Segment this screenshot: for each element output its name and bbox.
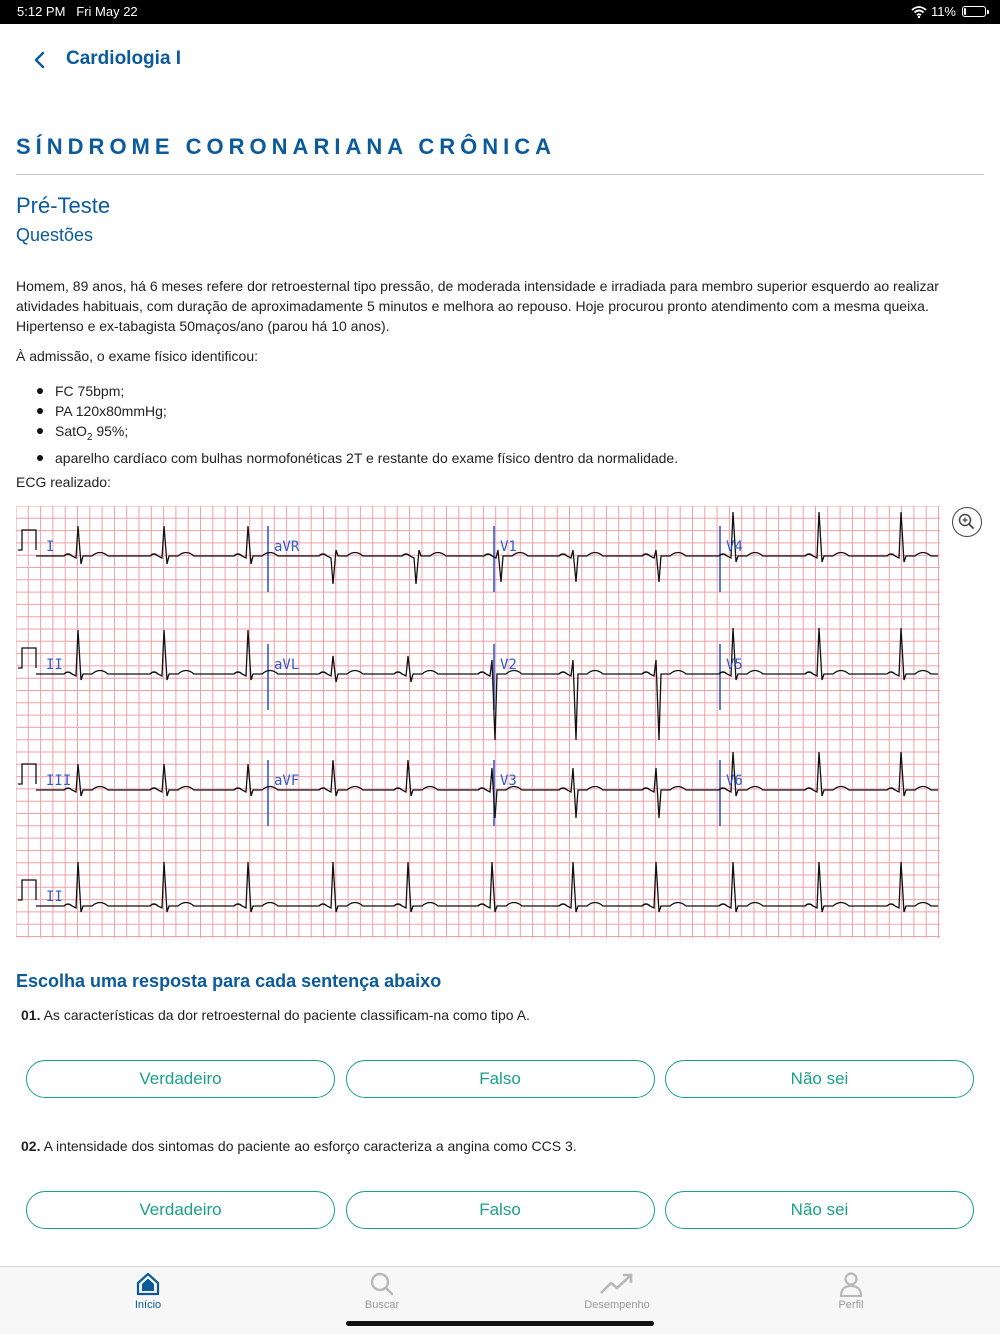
tab-perfil[interactable] bbox=[791, 1271, 911, 1315]
status-right bbox=[911, 4, 986, 19]
dont-know-button[interactable]: Não sei bbox=[665, 1191, 974, 1229]
ecg-lead-label: V4 bbox=[726, 539, 743, 555]
list-item: PA 120x80mmHg; bbox=[55, 401, 678, 421]
false-button[interactable]: Falso bbox=[346, 1191, 655, 1229]
zoom-in-icon bbox=[953, 508, 980, 535]
ecg-lead-label: V2 bbox=[500, 657, 517, 673]
module-title: SÍNDROME CORONARIANA CRÔNICA bbox=[16, 134, 557, 159]
home-indicator bbox=[346, 1321, 654, 1326]
section-subtitle: Questões bbox=[16, 225, 94, 245]
case-description: Homem, 89 anos, há 6 meses refere dor retroesternal tipo pressão, de moderada intensidade e irradiada para membro superior esquerdo ao realizar atividades habituais, com duração de aproximadamente 5 minutos e melhora ao repouso. Hoje procurou pronto atendimento com a mesma queixa. Hipertenso e ex-tabagista 50maços/ano (parou há 10 anos). bbox=[16, 278, 939, 334]
ecg-image[interactable] bbox=[16, 506, 940, 938]
tab-label: Buscar bbox=[364, 1299, 400, 1311]
dont-know-button[interactable]: Não sei bbox=[665, 1060, 974, 1098]
battery-icon bbox=[962, 6, 986, 17]
true-button[interactable]: Verdadeiro bbox=[26, 1060, 335, 1098]
ecg-label: ECG realizado: bbox=[16, 474, 111, 490]
admission-text: À admissão, o exame físico identificou: bbox=[16, 348, 259, 364]
false-button[interactable]: Falso bbox=[346, 1060, 655, 1098]
answer-group-2 bbox=[26, 1191, 974, 1229]
list-item: aparelho cardíaco com bulhas normofonéticas 2T e restante do exame físico dentro da normalidade. bbox=[55, 449, 679, 466]
tab-inicio[interactable] bbox=[88, 1271, 208, 1315]
list-item: SatO$_2$ 95%; bbox=[55, 421, 678, 448]
ecg-lead-label: V1 bbox=[500, 539, 517, 555]
status-bar bbox=[0, 0, 1000, 24]
nav-header bbox=[0, 40, 1000, 80]
battery-percent: 11% bbox=[930, 4, 956, 19]
question-1: 01. As características da dor retroesternal do paciente classificam-na como tipo A. bbox=[21, 1007, 530, 1023]
ecg-lead-label: III bbox=[46, 773, 72, 789]
ecg-lead-label: I bbox=[46, 539, 55, 555]
list-item: FC 75bpm; bbox=[55, 381, 678, 401]
home-icon bbox=[135, 1271, 161, 1297]
answer-group-1 bbox=[26, 1060, 974, 1098]
ecg-lead-label: V6 bbox=[726, 773, 743, 789]
status-time: 5:12 PM Fri May 22 bbox=[17, 4, 138, 19]
tab-label: Desempenho bbox=[584, 1299, 650, 1311]
question-2: 02. A intensidade dos sintomas do paciente ao esforço caracteriza a angina como CCS 3. bbox=[21, 1138, 577, 1154]
trending-up-icon bbox=[599, 1271, 635, 1297]
section-title: Pré-Teste bbox=[16, 193, 111, 218]
tab-label: Início bbox=[134, 1299, 162, 1311]
vitals-list bbox=[55, 381, 678, 468]
chevron-left-icon bbox=[28, 48, 52, 72]
nav-title: Cardiologia I bbox=[66, 48, 182, 69]
instruction-title: Escolha uma resposta para cada sentença abaixo bbox=[16, 971, 442, 991]
ecg-lead-label: V3 bbox=[500, 773, 517, 789]
back-button[interactable] bbox=[28, 48, 52, 72]
zoom-button[interactable] bbox=[952, 507, 982, 537]
ecg-lead-label: II bbox=[46, 889, 63, 905]
ecg-lead-label: V5 bbox=[726, 657, 743, 673]
ecg-lead-label: aVF bbox=[274, 773, 300, 789]
wifi-icon bbox=[911, 6, 927, 18]
search-icon bbox=[369, 1271, 395, 1297]
tab-desempenho[interactable] bbox=[557, 1271, 677, 1315]
divider bbox=[16, 174, 984, 175]
user-icon bbox=[838, 1271, 864, 1297]
tab-buscar[interactable] bbox=[322, 1271, 442, 1315]
tab-label: Perfil bbox=[838, 1299, 864, 1311]
ecg-lead-label: aVR bbox=[274, 539, 300, 555]
true-button[interactable]: Verdadeiro bbox=[26, 1191, 335, 1229]
ecg-lead-label: aVL bbox=[274, 657, 300, 673]
ecg-lead-label: II bbox=[46, 657, 63, 673]
